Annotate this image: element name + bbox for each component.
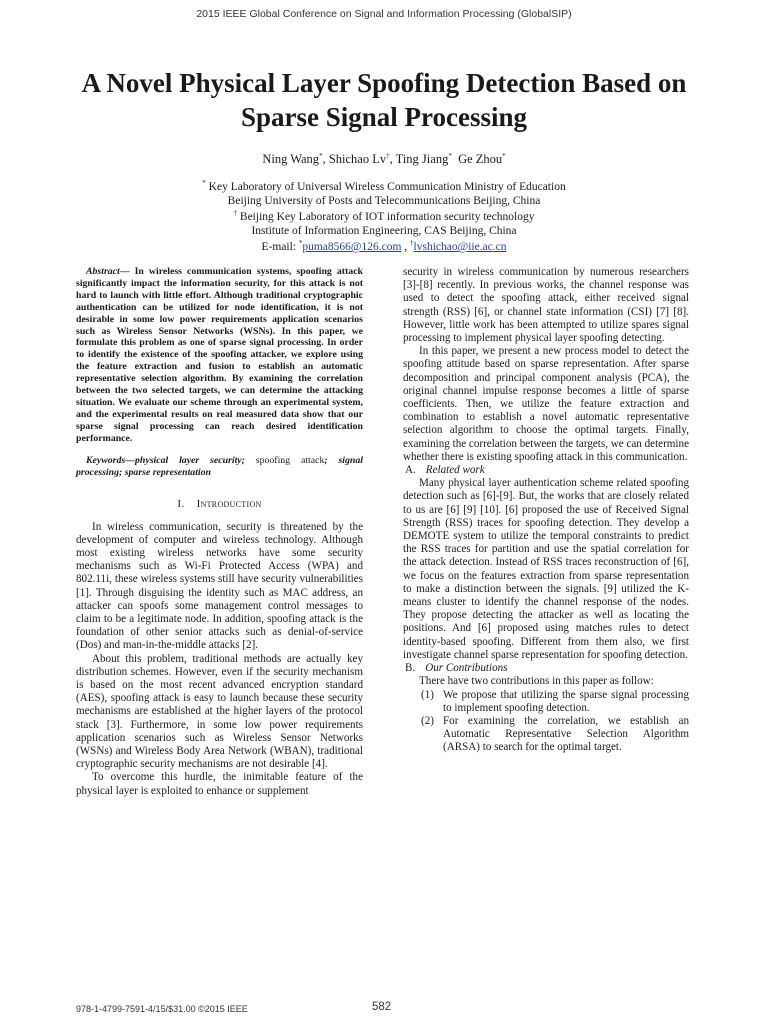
affiliation-2: [0, 206, 768, 238]
subsection-number: B.: [405, 662, 416, 675]
list-text: For examining the correlation, we establish an Automatic Representative Selection Algorithm (ARSA) to search for the optimal target.: [443, 714, 689, 754]
author-name: Ge Zhou: [458, 152, 503, 167]
subsection-number: A.: [405, 464, 416, 477]
author-list: Ning Wang*, Shichao Lv†, Ting Jiang* Ge Zhou*: [262, 152, 506, 167]
paragraph: About this problem, traditional methods are actually key distribution schemes. However, even if the security mechanism is based on the most recent advanced encryption standard (AES), spoofing attack is easy to launch because these security mechanisms are established at the higher layers of the protocol stack [3]. Furthermore, in some low power requirements application scenarios such as Wireless Sensor Networks (WSNs) and Wireless Body Area Network (WBAN), traditional cryptographic security mechanisms are not desirable [4].: [76, 652, 363, 771]
list-item: [403, 715, 689, 755]
paragraph: There have two contributions in this paper as follow:: [419, 675, 654, 688]
email-link-2[interactable]: lvshichao@iie.ac.cn: [413, 240, 507, 253]
affiliation-mark: †: [233, 209, 238, 217]
list-text: We propose that utilizing the sparse signal processing to implement spoofing detection.: [443, 688, 689, 714]
keyword-text: ; signal processing; sparse representation: [76, 454, 364, 478]
left-column: [76, 266, 363, 798]
author-mark: *: [319, 152, 323, 160]
copyright-line: 978-1-4799-7591-4/15/$31.00 ©2015 IEEE: [76, 1004, 248, 1014]
email-link-1[interactable]: puma8566@126.com: [302, 240, 402, 253]
email-separator: ,: [404, 240, 408, 253]
affiliation-mark: *: [202, 179, 206, 187]
affiliation-1: [0, 176, 768, 208]
author-mark: *: [448, 152, 452, 160]
abstract-text: In wireless communication systems, spoofing attack significantly impact the information security, for this attack is not hard to launch with little effort. Although traditional cryptographic authentication can be utilized for node identification, it is not desirable in some low power requirements application scenarios such as Wireless Sensor Networks (WSNs). In this paper, we formulate this problem as one of sparse signal processing. In order to identify the existence of the spoofing attacker, we explore using the feature extraction and fusion to establish an automatic representative selection algorithm. By examining the correlation between the two selected targets, we can determine the attacking situation. We evaluate our scheme through an experimental system, and the experimental results on real measured data show that our sparse signal processing can reach desired identification performance.: [76, 266, 363, 444]
contribution-list: [403, 689, 689, 755]
email-mark: †: [410, 239, 414, 247]
list-item: [403, 689, 689, 715]
email-line: [0, 236, 768, 254]
conference-header: 2015 IEEE Global Conference on Signal and Information Processing (GlobalSIP): [196, 8, 572, 20]
author-mark: *: [502, 152, 506, 160]
affiliation-line: Institute of Information Engineering, CAS Beijing, China: [251, 224, 517, 237]
paragraph: In wireless communication, security is threatened by the development of computer and wireless technology. Although most existing wireless networks have some security mechanisms such as Wi-Fi Protected Access (WPA) and 802.11i, these wireless systems still have security vulnerabilities [1]. Through disguising the identity such as MAC address, an attacker can spoofs some management control messages to claim to be a legitimate node. In addition, spoofing attack is the foundation of other senior attacks such as denial-of-service (Dos) and man-in-the-middle attacks [2].: [76, 520, 363, 652]
section-heading: [76, 498, 363, 511]
list-marker: (1): [421, 688, 434, 701]
subsection-title: Our Contributions: [425, 662, 508, 675]
subsection-title: Related work: [425, 464, 485, 477]
affiliation-line: Beijing Key Laboratory of IOT information security technology: [239, 210, 535, 223]
list-marker: (2): [421, 714, 434, 727]
email-label: E-mail:: [261, 240, 296, 253]
subsection-heading: [403, 662, 689, 675]
paper-title: A Novel Physical Layer Spoofing Detection Based on Sparse Signal Processing: [81, 68, 687, 132]
keywords: [76, 455, 363, 479]
keywords-label: Keywords—: [86, 454, 135, 466]
author-name: Shichao Lv: [328, 152, 387, 167]
affiliation-line: Beijing University of Posts and Telecommunications Beijing, China: [227, 194, 541, 207]
section-number: I.: [177, 498, 185, 511]
page-number: 582: [372, 1001, 392, 1013]
abstract: [76, 266, 363, 445]
email-mark: *: [298, 239, 303, 247]
keyword-text: spoofing attack: [244, 454, 325, 466]
paragraph: security in wireless communication by numerous researchers [3]-[8] recently. In previous works, the channel response was used to detect the spoofing attack, either received signal strength (RSS) [6], or channel state information (CSI) [7] [8]. However, little work has been attempted to utilize spares signal processing to implement physical layer spoofing detecting.: [403, 266, 689, 345]
right-column: [403, 266, 689, 755]
affiliation-line: Key Laboratory of Universal Wireless Communication Ministry of Education: [208, 180, 566, 193]
author-mark: †: [386, 152, 390, 160]
paragraph: To overcome this hurdle, the inimitable feature of the physical layer is exploited to enhance or supplement: [76, 771, 363, 797]
keyword-text: physical layer security;: [135, 454, 245, 466]
author-name: Ning Wang: [262, 152, 320, 167]
section-title: Introduction: [196, 498, 262, 511]
author-name: Ting Jiang: [395, 152, 449, 167]
abstract-label: Abstract: [86, 266, 120, 277]
paragraph: Many physical layer authentication scheme related spoofing detection such as [6]-[9]. But, the works that are closely related to us are [6] [9] [10]. [6] proposed the use of Received Signal Strength (RSS) traces for spoofing detection. They develop a DEMOTE system to utilize the temporal constraints to predict the RSS traces for partition and use the spatial correlation for the attack detection. Instead of RSS traces reconstruction of [6], we focus on the features extraction from sparse representation to make a distinction between the signals. [9] utilized the K-means cluster to identify the channel response of the nodes. They propose detecting the attacker as well as locating the positions. And [6] proposed using matches rules to detect identity-based spoofing. Different from them also, we first investigate channel sparse representation for spoofing detection.: [403, 477, 689, 661]
paragraph: In this paper, we present a new process model to detect the spoofing attitude based on sparse representation. After sparse decomposition and principal component analysis (PCA), the original channel impulse response becomes a little of sparse coefficients. Then, we utilize the feature extraction and combination to establish a novel automatic representative selection algorithm to choose the optimal targets. Finally, examining the correlation between the targets, we can determine whether there is existing spoofing attack in this communication.: [403, 345, 689, 463]
subsection-heading: [403, 464, 689, 477]
abstract-dash: —: [119, 266, 130, 277]
